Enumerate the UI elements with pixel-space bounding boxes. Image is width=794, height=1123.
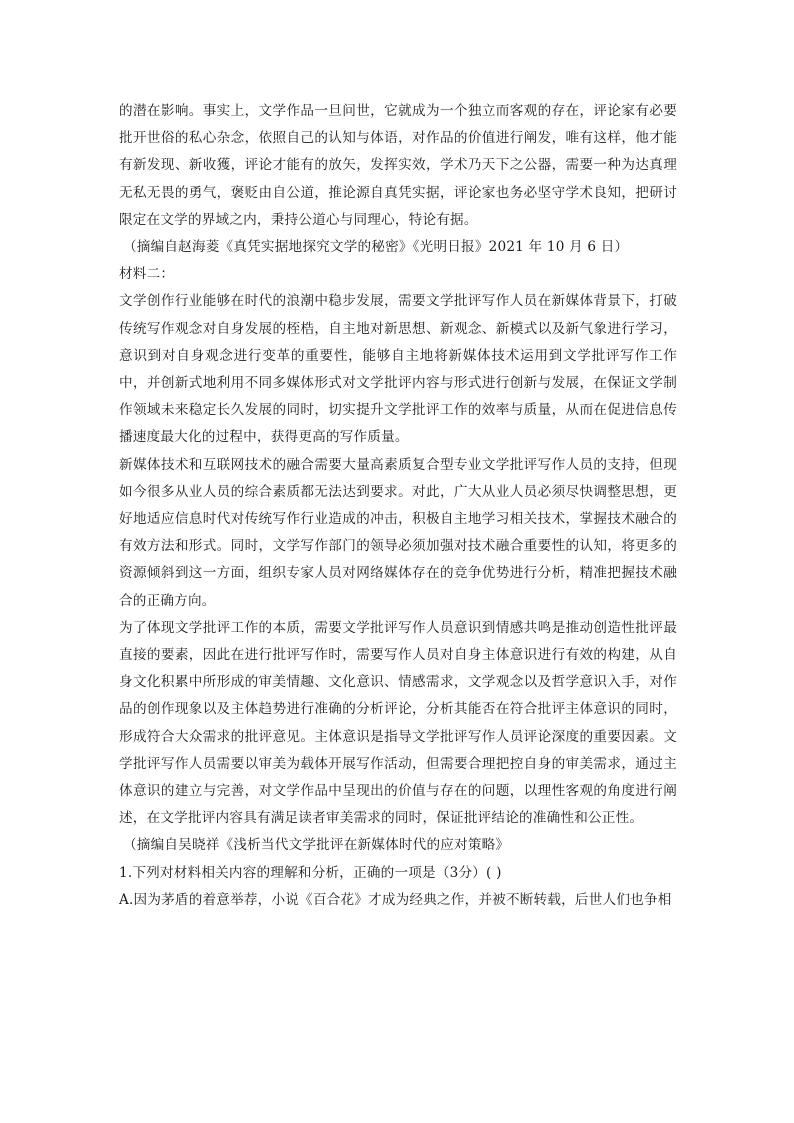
material1-closing-paragraph: 的潜在影响。事实上，文学作品一旦问世，它就成为一个独立而客观的存在，评论家有必要批开世俗的私心杂念，依照自己的认知与体语，对作品的价值进行阐发，唯有这样，他才能有新发现、新收獲，评论才能有的放矢，发挥实效，学术乃天下之公器，需要一种为达真理无私无畏的勇气，褒贬由自公道，推论源自真凭实据，评论家也务必坚守学术良知，把研讨限定在文学的界域之内，秉持公道心与同理心，特论有据。 [119, 103, 677, 228]
material1-citation: （摘编自赵海菱《真凭实据地探究文学的秘密》《光明日报》2021 年 10 月 6 日） [123, 239, 629, 256]
document-page [119, 98, 677, 914]
material2-paragraph-1: 文学创作行业能够在时代的浪潮中稳步发展，需要文学批评写作人员在新媒体背景下，打破传统写作观念对自身发展的桎梏，自主地对新思想、新观念、新模式以及新气象进行学习，意识到对自身观念进行变革的重要性，能够自主地将新媒体技术运用到文学批评写作工作中，并创新式地利用不同多媒体形式对文学批评内容与形式进行创新与发展，在保证文学制作领域未来稳定长久发展的同时，切实提升文学批评工作的效率与质量，从而在促进信息传播速度最大化的过程中，获得更高的写作质量。 [119, 293, 677, 446]
material2-heading: 材料二： [119, 266, 175, 283]
material2-paragraph-2: 新媒体技术和互联网技术的融合需要大量高素质复合型专业文学批评写作人员的支持，但现如今很多从业人员的综合素质都无法达到要求。对此，广大从业人员必须尽快调整思想，更好地适应信息时代对传统写作行业造成的冲击，积极自主地学习相关技术，掌握技术融合的有效方法和形式。同时，文学写作部门的领导必须加强对技术融合重要性的认知，将更多的资源倾斜到这一方面，组织专家人员对网络媒体存在的竞争优势进行分析，精准把握技术融合的正确方向。 [119, 456, 677, 609]
material2-citation: （摘编自吴晓祥《浅析当代文学批评在新媒体时代的应对策略》 [123, 837, 510, 854]
question-1: 1.下列对材料相关内容的理解和分析，正确的一项是（3分）( ) [119, 864, 502, 881]
material2-paragraph-3: 为了体现文学批评工作的本质，需要文学批评写作人员意识到情感共鸣是推动创造性批评最直接的要素，因此在进行批评写作时，需要写作人员对自身主体意识进行有效的构建，从自身文化积累中所形成的审美情趣、文化意识、情感需求，文学观念以及哲学意识入手，对作品的创作现象以及主体趋势进行准确的分析评论，分析其能否在符合批评主体意识的同时，形成符合大众需求的批评意见。主体意识是指导文学批评写作人员评论深度的重要因素。文学批评写作人员需要以审美为载体开展写作活动，但需要合理把控自身的审美需求，通过主体意识的建立与完善，对文学作品中呈现出的价值与存在的问题，以理性客观的角度进行阐述，在文学批评内容具有满足读者审美需求的同时，保证批评结论的准确性和公正性。 [119, 619, 677, 827]
question-1-option-a: A.因为茅盾的着意举荐，小说《百合花》才成为经典之作，并被不断转载，后世人们也争相 [119, 891, 672, 908]
